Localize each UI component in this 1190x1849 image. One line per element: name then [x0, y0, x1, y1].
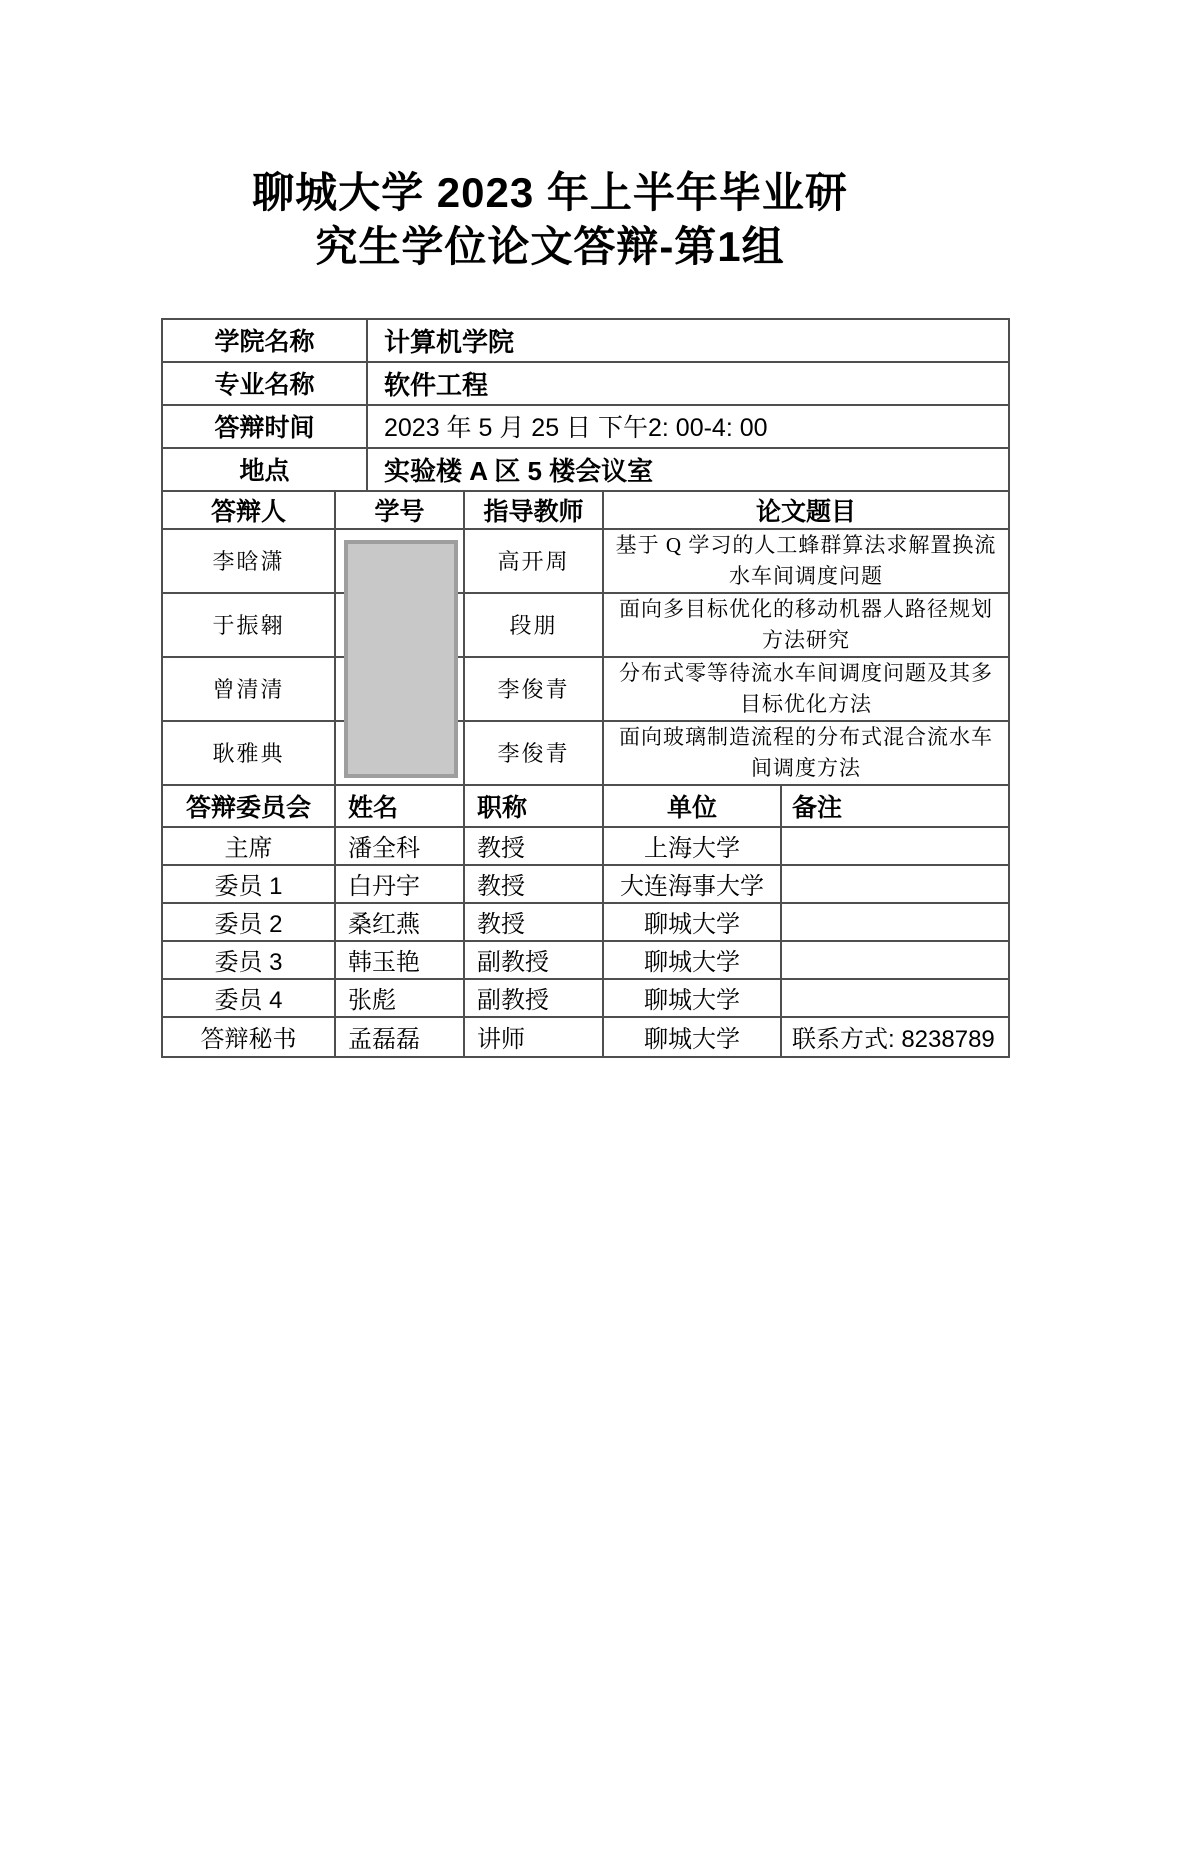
table-row: [163, 980, 1008, 1018]
student-supervisor: 高开周: [465, 530, 604, 594]
info-label-college: 学院名称: [163, 320, 368, 363]
committee-title: 教授: [465, 904, 604, 942]
student-thesis-title: 基于 Q 学习的人工蜂群算法求解置换流水车间调度问题: [604, 530, 1008, 594]
student-name: 李晗潇: [163, 530, 336, 594]
page-title: [160, 166, 940, 274]
student-supervisor: 李俊青: [465, 722, 604, 786]
info-value-college: 计算机学院: [368, 320, 1008, 363]
committee-name: 潘全科: [336, 828, 465, 866]
table-row: [163, 942, 1008, 980]
committee-title: 教授: [465, 866, 604, 904]
table-row: [163, 449, 1008, 492]
committee-title: 副教授: [465, 980, 604, 1018]
student-name: 耿雅典: [163, 722, 336, 786]
committee-role: 委员 2: [163, 904, 336, 942]
page-title-line1: 聊城大学 2023 年上半年毕业研: [252, 169, 848, 216]
committee-affiliation: 大连海事大学: [604, 866, 782, 904]
table-row: [163, 406, 1008, 449]
header-thesis-title: 论文题目: [604, 492, 1008, 530]
student-thesis-title: 面向多目标优化的移动机器人路径规划方法研究: [604, 594, 1008, 658]
student-supervisor: 李俊青: [465, 658, 604, 722]
table-row: [163, 320, 1008, 363]
committee-note: [782, 904, 1008, 942]
info-label-location: 地点: [163, 449, 368, 492]
table-row: [163, 828, 1008, 866]
committee-role: 委员 4: [163, 980, 336, 1018]
student-name: 于振翱: [163, 594, 336, 658]
committee-name: 张彪: [336, 980, 465, 1018]
header-title: 职称: [465, 786, 604, 828]
student-thesis-title: 面向玻璃制造流程的分布式混合流水车间调度方法: [604, 722, 1008, 786]
committee-role: 答辩秘书: [163, 1018, 336, 1056]
committee-affiliation: 聊城大学: [604, 942, 782, 980]
student-name: 曾清清: [163, 658, 336, 722]
student-id-redaction-box: [344, 540, 458, 778]
table-row: [163, 363, 1008, 406]
table-row: [163, 594, 1008, 658]
committee-note: [782, 980, 1008, 1018]
committee-title: 副教授: [465, 942, 604, 980]
students-header-row: [163, 492, 1008, 530]
header-supervisor: 指导教师: [465, 492, 604, 530]
committee-name: 桑红燕: [336, 904, 465, 942]
committee-note: [782, 866, 1008, 904]
info-section: [163, 320, 1008, 492]
header-defender: 答辩人: [163, 492, 336, 530]
committee-title: 讲师: [465, 1018, 604, 1056]
header-name: 姓名: [336, 786, 465, 828]
committee-title: 教授: [465, 828, 604, 866]
info-label-major: 专业名称: [163, 363, 368, 406]
header-student-id: 学号: [336, 492, 465, 530]
info-value-time: 2023 年 5 月 25 日 下午2: 00-4: 00: [368, 406, 1008, 449]
table-row: [163, 1018, 1008, 1056]
committee-note: [782, 942, 1008, 980]
table-row: [163, 904, 1008, 942]
table-row: [163, 722, 1008, 786]
committee-role: 委员 3: [163, 942, 336, 980]
info-value-major: 软件工程: [368, 363, 1008, 406]
info-value-location: 实验楼 A 区 5 楼会议室: [368, 449, 1008, 492]
committee-affiliation: 聊城大学: [604, 980, 782, 1018]
table-row: [163, 866, 1008, 904]
page-title-line2: 究生学位论文答辩-第1组: [315, 222, 785, 270]
table-row: [163, 530, 1008, 594]
header-committee: 答辩委员会: [163, 786, 336, 828]
info-label-time: 答辩时间: [163, 406, 368, 449]
student-thesis-title: 分布式零等待流水车间调度问题及其多目标优化方法: [604, 658, 1008, 722]
header-note: 备注: [782, 786, 1008, 828]
committee-name: 韩玉艳: [336, 942, 465, 980]
table-row: [163, 658, 1008, 722]
committee-note: [782, 828, 1008, 866]
students-section: [163, 492, 1008, 786]
committee-header-row: [163, 786, 1008, 828]
header-affiliation: 单位: [604, 786, 782, 828]
committee-affiliation: 聊城大学: [604, 1018, 782, 1056]
committee-affiliation: 聊城大学: [604, 904, 782, 942]
committee-name: 白丹宇: [336, 866, 465, 904]
defense-schedule-table: [161, 318, 1010, 1058]
committee-note: 联系方式: 8238789: [792, 1026, 995, 1053]
committee-role: 委员 1: [163, 866, 336, 904]
student-supervisor: 段朋: [465, 594, 604, 658]
committee-name: 孟磊磊: [336, 1018, 465, 1056]
committee-section: [163, 786, 1008, 1056]
committee-role: 主席: [163, 828, 336, 866]
committee-affiliation: 上海大学: [604, 828, 782, 866]
